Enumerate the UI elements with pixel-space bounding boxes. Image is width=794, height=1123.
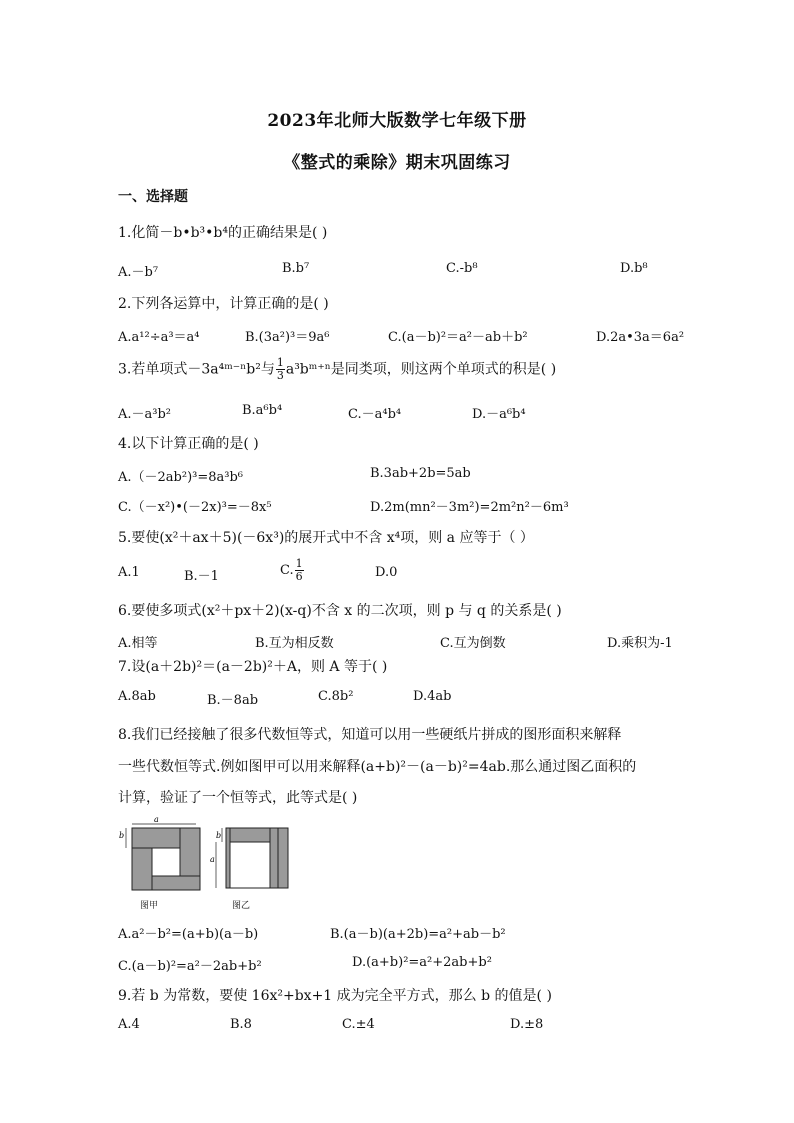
question-5-option-b: B.－1 bbox=[184, 569, 219, 584]
figure-yi bbox=[206, 822, 292, 894]
question-2-option-b: B.(3a²)³＝9a⁶ bbox=[245, 330, 330, 345]
section-heading: 一、选择题 bbox=[118, 189, 188, 205]
question-9-option-b: B.8 bbox=[230, 1017, 252, 1032]
fraction-numerator: 1 bbox=[295, 557, 303, 570]
question-8-option-d: D.(a+b)²=a²+2ab+b² bbox=[352, 955, 492, 970]
question-8-stem-line-3: 计算，验证了一个恒等式，此等式是( ) bbox=[118, 790, 358, 806]
figure-jia-label-a: a bbox=[154, 815, 159, 824]
question-8-option-b: B.(a－b)(a+2b)=a²+ab－b² bbox=[330, 927, 506, 942]
question-3-stem bbox=[118, 357, 556, 382]
inner-white-rect bbox=[230, 842, 270, 888]
question-7-stem: 7.设(a＋2b)²＝(a－2b)²＋A，则 A 等于( ) bbox=[118, 659, 388, 675]
question-9-stem: 9.若 b 为常数，要使 16x²+bx+1 成为完全平方式，那么 b 的值是( ) bbox=[118, 988, 552, 1004]
question-6-option-b: B.互为相反数 bbox=[255, 636, 334, 651]
question-6-option-c: C.互为倒数 bbox=[440, 636, 506, 651]
question-8-option-c: C.(a－b)²=a²－2ab+b² bbox=[118, 959, 262, 974]
question-6-option-a: A.相等 bbox=[118, 636, 158, 651]
question-7-option-d: D.4ab bbox=[413, 689, 452, 704]
option-c-fraction bbox=[295, 558, 304, 583]
question-2-stem: 2.下列各运算中，计算正确的是( ) bbox=[118, 296, 329, 312]
question-3-option-b: B.a⁶b⁴ bbox=[242, 403, 283, 418]
question-5-option-c bbox=[280, 558, 305, 583]
question-3-option-a: A.－a³b² bbox=[118, 407, 172, 422]
question-1-stem: 1.化简－b•b³•b⁴的正确结果是( ) bbox=[118, 225, 328, 241]
paper-title: 2023年北师大版数学七年级下册 bbox=[267, 111, 527, 131]
question-1-option-b: B.b⁷ bbox=[282, 261, 310, 276]
question-8-stem-line-1: 8.我们已经接触了很多代数恒等式，知道可以用一些硬纸片拼成的图形面积来解释 bbox=[118, 727, 622, 743]
figure-jia bbox=[116, 814, 206, 900]
question-2-option-a: A.a¹²÷a³＝a⁴ bbox=[118, 330, 200, 345]
inner-square bbox=[152, 848, 180, 876]
question-4-option-d: D.2m(mn²－3m²)=2m²n²－6m³ bbox=[370, 500, 569, 515]
shaded-rect-right bbox=[180, 828, 200, 876]
question-5-option-d: D.0 bbox=[375, 565, 398, 580]
question-9-option-a: A.4 bbox=[118, 1017, 140, 1032]
question-3-fraction bbox=[276, 357, 285, 382]
question-4-option-a: A.（－2ab²)³=8a³b⁶ bbox=[118, 470, 244, 485]
question-3-stem-part2: a³bᵐ⁺ⁿ是同类项，则这两个单项式的积是( ) bbox=[285, 361, 557, 378]
question-4-option-b: B.3ab+2b=5ab bbox=[370, 466, 471, 481]
figure-yi-label-b: b bbox=[216, 831, 222, 840]
fraction-denominator: 3 bbox=[276, 369, 284, 382]
question-7-option-b: B.－8ab bbox=[207, 693, 259, 708]
question-1-option-a: A.－b⁷ bbox=[118, 265, 159, 280]
question-5-option-a: A.1 bbox=[118, 565, 140, 580]
question-1-option-c: C.-b⁸ bbox=[446, 261, 478, 276]
question-6-stem: 6.要使多项式(x²＋px＋2)(x-q)不含 x 的二次项，则 p 与 q 的关系是( ) bbox=[118, 603, 562, 619]
question-7-option-a: A.8ab bbox=[118, 689, 156, 704]
figure-yi-label-a: a bbox=[210, 855, 215, 864]
question-6-option-d: D.乘积为-1 bbox=[607, 636, 673, 651]
shaded-rect-bottom bbox=[152, 876, 200, 890]
question-1-option-d: D.b⁸ bbox=[620, 261, 648, 276]
question-2-option-d: D.2a•3a＝6a² bbox=[596, 330, 685, 345]
figure-jia-label-b: b bbox=[119, 831, 125, 840]
shaded-rect-top bbox=[132, 828, 180, 848]
question-8-stem-line-2: 一些代数恒等式.例如图甲可以用来解释(a+b)²－(a－b)²=4ab.那么通过图乙面积的 bbox=[118, 759, 637, 775]
question-7-option-c: C.8b² bbox=[318, 689, 354, 704]
question-4-stem: 4.以下计算正确的是( ) bbox=[118, 436, 259, 452]
question-3-stem-part1: 3.若单项式－3a⁴ᵐ⁻ⁿb²与 bbox=[118, 361, 275, 378]
question-5-stem: 5.要使(x²＋ax＋5)(－6x³)的展开式中不含 x⁴项，则 a 应等于（ ） bbox=[118, 530, 534, 546]
question-4-option-c: C.（－x²)•(－2x)³=－8x⁵ bbox=[118, 500, 272, 515]
shaded-rect-left bbox=[132, 848, 152, 890]
figure-yi-caption: 图乙 bbox=[232, 901, 251, 911]
paper-subtitle: 《整式的乘除》期末巩固练习 bbox=[283, 153, 511, 173]
question-3-option-c: C.－a⁴b⁴ bbox=[348, 407, 402, 422]
question-9-option-c: C.±4 bbox=[342, 1017, 375, 1032]
question-9-option-d: D.±8 bbox=[510, 1017, 544, 1032]
question-3-option-d: D.－a⁶b⁴ bbox=[472, 407, 526, 422]
question-2-option-c: C.(a－b)²＝a²－ab＋b² bbox=[388, 330, 528, 345]
figure-jia-caption: 图甲 bbox=[140, 901, 159, 911]
fraction-numerator: 1 bbox=[276, 356, 284, 369]
question-8-option-a: A.a²－b²=(a+b)(a－b) bbox=[118, 927, 259, 942]
fraction-denominator: 6 bbox=[295, 570, 303, 583]
option-c-label: C. bbox=[280, 563, 294, 578]
